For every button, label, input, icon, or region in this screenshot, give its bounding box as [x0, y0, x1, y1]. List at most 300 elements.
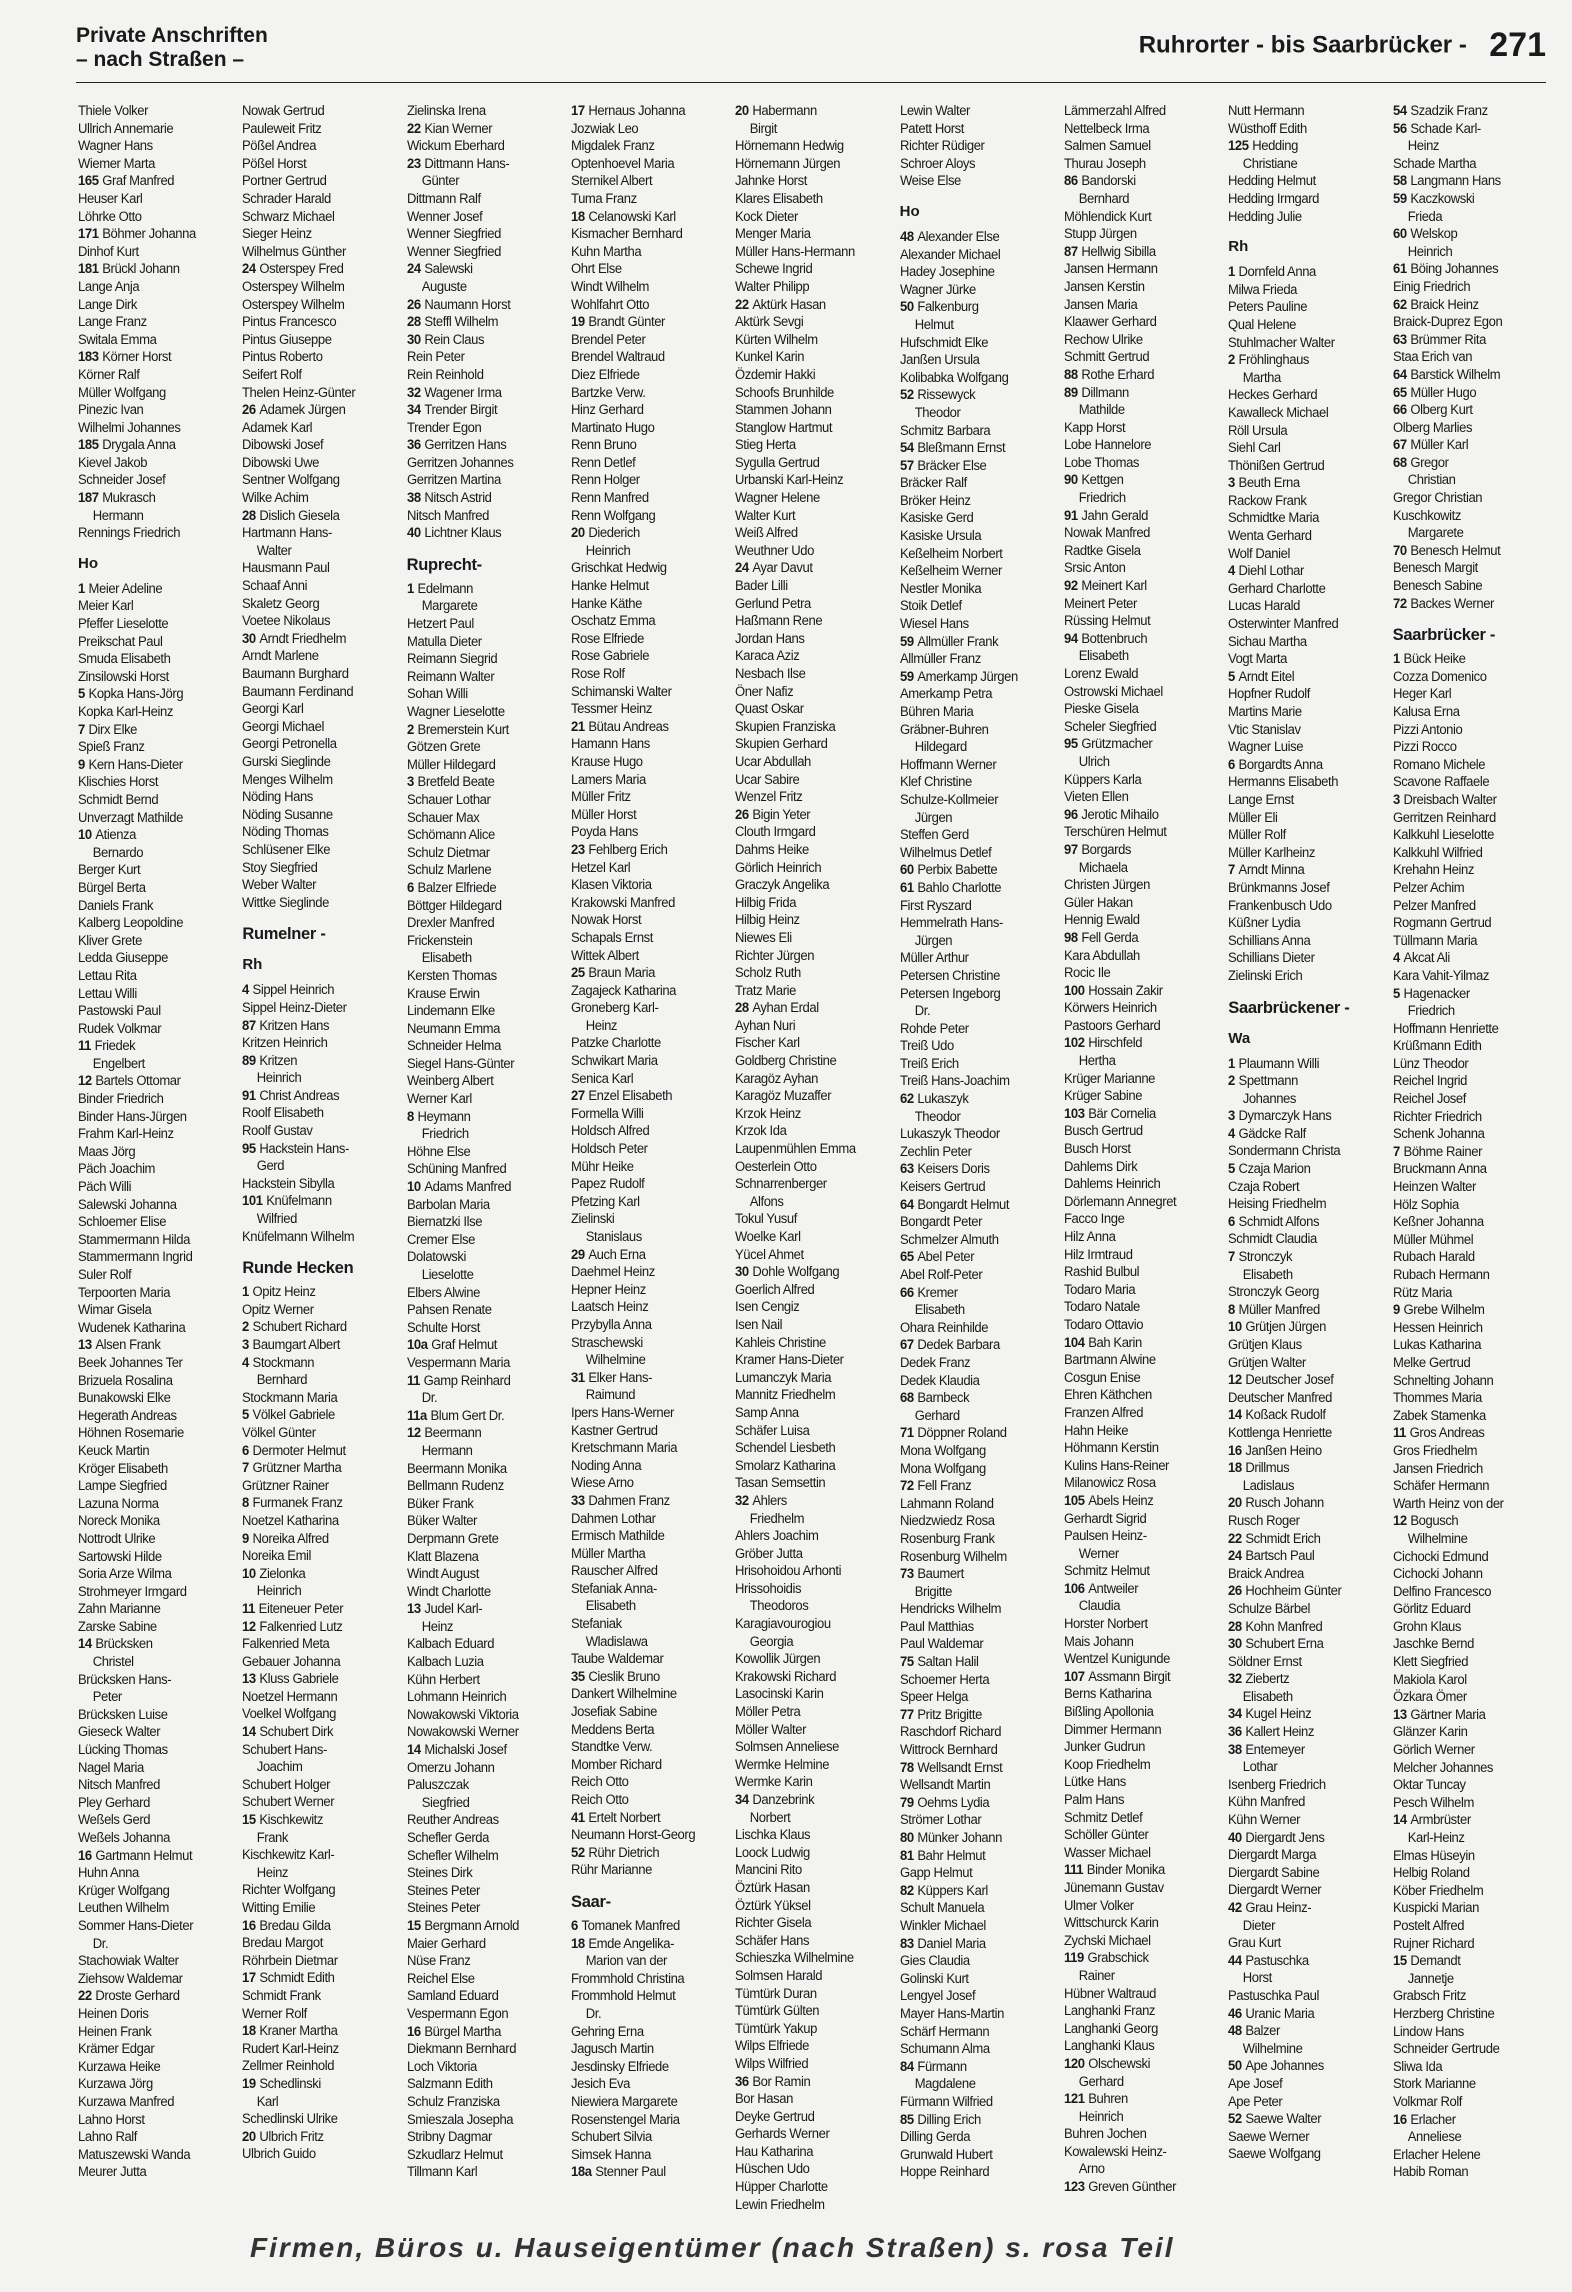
resident-name: Nowak Manfred	[1063, 525, 1151, 542]
page-number: 271	[1489, 26, 1546, 64]
house-number: 40	[406, 525, 421, 542]
resident-name: Klasen Viktoria	[570, 877, 652, 894]
directory-entry	[407, 1918, 550, 1936]
resident-name: Wilhelmine	[585, 1352, 646, 1369]
directory-entry	[735, 543, 878, 561]
resident-name: Schneider Helma	[406, 1038, 501, 1055]
resident-name: Binder Monika	[1086, 1862, 1165, 1879]
directory-entry	[1064, 1915, 1207, 1933]
resident-name: Braun Maria	[588, 965, 655, 982]
directory-entry	[571, 1282, 714, 1300]
directory-entry	[1064, 1440, 1207, 1458]
resident-name: Jerotic Mihailo	[1081, 806, 1159, 823]
entry-continuation	[571, 1634, 714, 1652]
directory-entry	[407, 968, 550, 986]
resident-name: Speer Helga	[899, 1689, 968, 1706]
directory-entry	[571, 1845, 714, 1863]
resident-name: Reimann Walter	[406, 668, 494, 685]
column-2	[242, 103, 397, 2183]
header-title-line2: – nach Straßen –	[76, 48, 245, 71]
directory-entry	[242, 2076, 385, 2094]
entry-continuation	[1064, 860, 1207, 878]
resident-name: Stammermann Hilda	[78, 1231, 190, 1248]
resident-name: Richter Gisela	[735, 1915, 812, 1932]
directory-entry	[735, 314, 878, 332]
resident-name: Ohrt Else	[570, 261, 622, 278]
house-number: 91	[1063, 507, 1078, 524]
resident-name: Hemmelrath Hans-	[899, 915, 1003, 932]
resident-name: Stoy Siegfried	[242, 859, 318, 876]
resident-name: Kluss Gabriele	[259, 1671, 339, 1688]
directory-entry	[1393, 2112, 1536, 2130]
street-range: Ruhrorter - bis Saarbrücker -	[1138, 31, 1467, 59]
directory-entry	[407, 1109, 550, 1127]
directory-entry	[78, 862, 221, 880]
directory-entry	[407, 2129, 550, 2147]
resident-name: Mona Wolfgang	[899, 1442, 986, 1459]
resident-name: Romano Michele	[1392, 756, 1485, 773]
directory-entry	[1064, 1475, 1207, 1493]
resident-name: Stronczyk	[1238, 1249, 1293, 1266]
resident-name: Kasiske Ursula	[899, 528, 981, 545]
directory-entry	[242, 508, 385, 526]
house-number: 2	[242, 1319, 250, 1336]
resident-name: Schimanski Walter	[570, 683, 672, 700]
resident-name: Lange Dirk	[78, 296, 137, 313]
directory-entry	[407, 1812, 550, 1830]
resident-name: Meier Karl	[78, 598, 134, 615]
resident-name: Elbers Alwine	[406, 1284, 480, 1301]
directory-entry	[900, 616, 1043, 634]
resident-name: Ullrich Annemarie	[78, 120, 174, 137]
resident-name: Binder Friedrich	[78, 1091, 164, 1108]
directory-entry	[571, 596, 714, 614]
resident-name: Langhanki Klaus	[1063, 2038, 1155, 2055]
resident-name: Wilhelmus Detlef	[899, 844, 991, 861]
resident-name: Kolibabka Wolfgang	[899, 369, 1009, 386]
house-number: 77	[899, 1706, 914, 1723]
directory-entry	[407, 1161, 550, 1179]
resident-name: Lewin Walter	[899, 103, 970, 119]
resident-name: Gehring Erna	[570, 2023, 644, 2040]
directory-entry	[1393, 226, 1536, 244]
directory-entry	[242, 860, 385, 878]
directory-entry	[1064, 385, 1207, 403]
resident-name: Nöding Susanne	[242, 806, 334, 823]
directory-entry	[407, 297, 550, 315]
resident-name: Schmidt Bernd	[78, 791, 159, 808]
resident-name: Schade Karl-	[1410, 120, 1481, 137]
directory-entry	[78, 880, 221, 898]
directory-entry	[1393, 402, 1536, 420]
directory-entry	[78, 226, 221, 244]
directory-entry	[900, 1073, 1043, 1091]
resident-name: Cozza Domenico	[1392, 668, 1487, 685]
resident-name: Friedrich	[421, 1126, 469, 1143]
directory-entry	[900, 1267, 1043, 1285]
resident-name: Kara Vahit-Yilmaz	[1392, 967, 1489, 984]
resident-name: Müller Arthur	[899, 950, 969, 967]
directory-entry	[1393, 1302, 1536, 1320]
resident-name: Beek Johannes Ter	[78, 1354, 183, 1371]
entry-continuation	[1064, 2161, 1207, 2179]
house-number: 87	[1063, 243, 1078, 260]
resident-name: Ulbrich Fritz	[259, 2128, 324, 2145]
resident-name: Beermann Monika	[406, 1460, 507, 1477]
resident-name: Richter Wolfgang	[242, 1882, 336, 1899]
directory-entry	[78, 1355, 221, 1373]
directory-entry	[242, 1513, 385, 1531]
directory-entry	[1393, 774, 1536, 792]
resident-name: Rubach Harald	[1392, 1249, 1475, 1266]
directory-entry	[900, 2094, 1043, 2112]
directory-entry	[407, 1056, 550, 1074]
directory-entry	[1228, 1830, 1371, 1848]
resident-name: Michalski Josef	[424, 1742, 507, 1759]
directory-entry	[1228, 2006, 1371, 2024]
resident-name: Sondermann Christa	[1228, 1143, 1341, 1160]
entry-continuation	[242, 1211, 385, 1229]
directory-entry	[407, 933, 550, 951]
resident-name: Frankenbusch Udo	[1228, 897, 1332, 914]
directory-entry	[78, 950, 221, 968]
resident-name: Smolarz Katharina	[735, 1457, 836, 1474]
resident-name: Müller Karlheinz	[1228, 844, 1316, 861]
directory-entry	[1228, 616, 1371, 634]
directory-entry	[735, 261, 878, 279]
house-number: 20	[1228, 1495, 1242, 1512]
resident-name: Stork Marianne	[1392, 2076, 1476, 2093]
resident-name: Baumgart Albert	[252, 1337, 341, 1353]
directory-entry	[1064, 912, 1207, 930]
directory-entry	[1393, 1672, 1536, 1690]
resident-name: Kurzawa Heike	[78, 2058, 161, 2075]
directory-entry	[78, 739, 221, 757]
house-number: 28	[242, 507, 257, 524]
house-number: 11a	[406, 1407, 427, 1424]
resident-name: Margarete	[1407, 525, 1464, 542]
directory-entry	[78, 1865, 221, 1883]
resident-name: Zielinski	[570, 1211, 615, 1228]
resident-name: Heuser Karl	[78, 190, 143, 207]
entry-continuation	[1393, 1003, 1536, 1021]
directory-entry	[78, 1390, 221, 1408]
street-heading: Saar-	[570, 1892, 611, 1911]
house-number: 85	[899, 2111, 914, 2128]
resident-name: Preikschat Paul	[78, 633, 163, 650]
directory-entry	[571, 1194, 714, 1212]
resident-name: Brendel Peter	[570, 331, 646, 348]
directory-entry	[900, 774, 1043, 792]
resident-name: Atienza	[95, 827, 137, 844]
directory-entry	[735, 2197, 878, 2215]
resident-name: Pfetzing Karl	[570, 1193, 640, 1210]
resident-name: Hagenacker	[1403, 985, 1470, 1002]
directory-entry	[1064, 1000, 1207, 1018]
resident-name: Facco Inge	[1063, 1211, 1125, 1228]
directory-entry	[735, 297, 878, 315]
directory-entry	[571, 1071, 714, 1089]
resident-name: Opitz Werner	[242, 1301, 315, 1318]
resident-name: Jahnke Horst	[735, 173, 808, 190]
resident-name: Gerhard Charlotte	[1228, 580, 1326, 597]
directory-entry	[1228, 563, 1371, 581]
directory-entry	[1393, 1812, 1536, 1830]
directory-entry	[1064, 983, 1207, 1001]
resident-name: Daniels Frank	[78, 897, 154, 914]
directory-entry	[571, 2059, 714, 2077]
resident-name: Dirx Elke	[88, 721, 138, 738]
street-heading: Runde Hecken	[242, 1259, 354, 1278]
resident-name: Arndt Eitel	[1238, 668, 1295, 685]
resident-name: Nesbach Ilse	[735, 666, 806, 682]
directory-entry	[735, 1616, 878, 1634]
resident-name: Müller Wolfgang	[78, 384, 166, 401]
resident-name: Entemeyer	[1245, 1741, 1306, 1758]
directory-entry	[571, 1862, 714, 1880]
resident-name: Klatt Blazena	[406, 1548, 479, 1565]
house-number: 9	[1392, 1302, 1400, 1319]
directory-entry	[78, 2164, 221, 2182]
directory-entry	[242, 1105, 385, 1123]
directory-entry	[1228, 1566, 1371, 1584]
directory-entry	[900, 845, 1043, 863]
directory-entry	[900, 1619, 1043, 1637]
resident-name: Pastuschka	[1245, 1952, 1310, 1969]
resident-name: Sentner Wolfgang	[242, 472, 340, 489]
directory-entry	[242, 420, 385, 438]
resident-name: Treiß Erich	[899, 1055, 959, 1072]
resident-name: Neumann Horst-Georg	[570, 1827, 696, 1844]
resident-name: Wenta Gerhard	[1228, 528, 1312, 545]
directory-entry	[1228, 1953, 1371, 1971]
directory-entry	[407, 1249, 550, 1267]
entry-continuation	[1064, 490, 1207, 508]
resident-name: Schillians Anna	[1228, 932, 1311, 949]
resident-name: Grabsch Fritz	[1392, 1988, 1466, 2005]
resident-name: Pelzer Achim	[1392, 879, 1464, 896]
resident-name: Voelkel Wolfgang	[242, 1706, 337, 1723]
resident-name: Brückl Johann	[102, 261, 180, 278]
directory-entry	[1228, 387, 1371, 405]
resident-name: Schärf Hermann	[899, 2023, 989, 2040]
resident-name: Paul Waldemar	[899, 1636, 984, 1653]
resident-name: Wüsthoff Edith	[1228, 120, 1308, 137]
resident-name: Hausmann Paul	[242, 560, 330, 577]
resident-name: Wilhelmine	[1243, 2040, 1303, 2057]
resident-name: Jünemann Gustav	[1063, 1879, 1164, 1896]
resident-name: Ayar Davut	[752, 560, 813, 577]
directory-entry	[78, 1285, 221, 1303]
resident-name: Müller Martha	[570, 1545, 646, 1562]
directory-entry	[571, 1918, 714, 1936]
directory-entry	[1064, 1986, 1207, 2004]
resident-name: Walter Philipp	[735, 278, 810, 295]
entry-continuation	[900, 810, 1043, 828]
directory-entry	[1393, 1988, 1536, 2006]
resident-name: Elisabeth	[914, 1302, 965, 1319]
resident-name: Schmidtke Maria	[1228, 510, 1320, 527]
directory-entry	[735, 279, 878, 297]
resident-name: Fell Franz	[917, 1478, 971, 1495]
resident-name: Dahms Heike	[735, 841, 810, 858]
resident-name: Heinen Frank	[78, 2023, 152, 2040]
directory-entry	[78, 1337, 221, 1355]
directory-entry	[735, 666, 878, 684]
directory-entry	[571, 2129, 714, 2147]
resident-name: Werner Rolf	[242, 2005, 308, 2022]
directory-entry	[900, 1636, 1043, 1654]
directory-entry	[407, 1900, 550, 1918]
directory-entry	[1393, 1197, 1536, 1215]
resident-name: Kulins Hans-Reiner	[1063, 1457, 1169, 1474]
resident-name: Matulla Dieter	[406, 633, 482, 650]
resident-name: Abels Heinz	[1088, 1492, 1154, 1509]
directory-entry	[1064, 332, 1207, 350]
directory-entry	[1393, 880, 1536, 898]
resident-name: Pastowski Paul	[78, 1003, 161, 1020]
directory-entry	[571, 1264, 714, 1282]
resident-name: Schulz Dietmar	[406, 844, 490, 861]
directory-entry	[242, 1619, 385, 1637]
resident-name: Terschüren Helmut	[1063, 824, 1167, 841]
resident-name: Sippel Heinz-Dieter	[242, 999, 347, 1016]
resident-name: Lange Anja	[78, 278, 140, 295]
resident-name: Heinz	[585, 1017, 618, 1034]
resident-name: Weise Else	[899, 173, 961, 190]
directory-entry	[1064, 1827, 1207, 1845]
resident-name: Kowalewski Heinz-	[1063, 2143, 1167, 2160]
resident-name: Melke Gertrud	[1392, 1354, 1470, 1371]
directory-entry	[407, 1988, 550, 2006]
directory-entry	[1393, 845, 1536, 863]
resident-name: Schmitt Gertrud	[1063, 349, 1150, 366]
resident-name: Sommer Hans-Dieter	[78, 1917, 194, 1934]
resident-name: Dahlems Heinrich	[1063, 1176, 1161, 1193]
street-heading: Saarbrücker -	[1392, 626, 1496, 645]
resident-name: Kopka Karl-Heinz	[78, 704, 173, 720]
house-number: 4	[242, 1354, 250, 1371]
directory-entry	[78, 1461, 221, 1479]
directory-entry	[571, 261, 714, 279]
directory-entry	[735, 824, 878, 842]
directory-entry	[407, 986, 550, 1004]
resident-name: Schmidt Edith	[259, 1970, 335, 1987]
resident-name: Adamek Karl	[242, 419, 313, 436]
directory-entry	[78, 1232, 221, 1250]
house-number: 26	[735, 806, 750, 823]
directory-entry	[571, 332, 714, 350]
entry-continuation	[1393, 138, 1536, 156]
resident-name: Saewe Werner	[1228, 2128, 1310, 2145]
entry-continuation	[407, 173, 550, 191]
directory-entry	[900, 722, 1043, 740]
directory-entry	[571, 191, 714, 209]
directory-entry	[407, 402, 550, 420]
resident-name: Staa Erich van	[1392, 349, 1472, 366]
house-number: 10	[406, 1179, 421, 1196]
house-number: 12	[242, 1618, 257, 1635]
entry-continuation	[1228, 156, 1371, 174]
resident-name: Steffen Gerd	[899, 827, 969, 844]
directory-entry	[407, 472, 550, 490]
directory-entry	[1393, 332, 1536, 350]
directory-entry	[78, 1953, 221, 1971]
directory-entry	[407, 774, 550, 792]
resident-name: Schrader Harald	[242, 190, 332, 207]
entry-continuation	[1064, 191, 1207, 209]
resident-name: Zielinski Erich	[1228, 967, 1303, 984]
directory-entry	[1228, 581, 1371, 599]
directory-entry	[735, 2109, 878, 2127]
resident-name: Zielonka	[259, 1565, 306, 1582]
directory-entry	[1393, 1109, 1536, 1127]
resident-name: Walter	[257, 542, 292, 559]
resident-name: Janßen Ursula	[899, 352, 980, 369]
directory-entry	[78, 634, 221, 652]
directory-entry	[1228, 862, 1371, 880]
entry-continuation	[900, 933, 1043, 951]
resident-name: Jansen Hermann	[1063, 261, 1158, 278]
directory-entry	[900, 968, 1043, 986]
resident-name: Körwers Heinrich	[1063, 1000, 1157, 1017]
directory-entry	[571, 1988, 714, 2006]
directory-entry	[78, 1144, 221, 1162]
directory-entry	[1393, 1496, 1536, 1514]
directory-entry	[735, 103, 878, 121]
resident-name: Saewe Wolfgang	[1228, 2146, 1321, 2163]
resident-name: Kaczkowski	[1410, 190, 1475, 207]
directory-entry	[242, 1284, 385, 1302]
directory-entry	[1228, 458, 1371, 476]
resident-name: Dornfeld Anna	[1238, 264, 1317, 281]
resident-name: Löhrke Otto	[78, 208, 142, 225]
directory-entry	[900, 1249, 1043, 1267]
resident-name: Frank	[257, 1829, 289, 1846]
directory-entry	[242, 1636, 385, 1654]
resident-name: Nitsch Astrid	[424, 490, 492, 507]
entry-continuation	[1393, 525, 1536, 543]
directory-entry	[1228, 1319, 1371, 1337]
resident-name: Holdsch Peter	[570, 1141, 648, 1158]
resident-name: Kühn Manfred	[1228, 1794, 1306, 1811]
resident-name: Rocic Ile	[1063, 965, 1111, 982]
resident-name: Dolatowski	[406, 1249, 466, 1266]
resident-name: Georgia	[750, 1633, 794, 1650]
directory-entry	[407, 138, 550, 156]
resident-name: Menger Maria	[735, 226, 811, 243]
resident-name: Kurzawa Manfred	[78, 2093, 175, 2110]
directory-entry	[900, 1232, 1043, 1250]
house-number: 48	[1228, 2023, 1242, 2040]
directory-entry	[571, 1335, 714, 1353]
directory-entry	[78, 1724, 221, 1742]
resident-name: Strömer Lothar	[899, 1812, 981, 1829]
house-number: 16	[406, 2023, 421, 2040]
directory-entry	[735, 156, 878, 174]
directory-entry	[1393, 455, 1536, 473]
directory-entry	[900, 247, 1043, 265]
directory-entry	[1228, 138, 1371, 156]
resident-name: Klaawer Gerhard	[1063, 314, 1157, 331]
directory-entry	[571, 983, 714, 1001]
resident-name: Frieda	[1407, 208, 1442, 225]
house-number: 17	[570, 103, 585, 119]
directory-entry	[735, 1475, 878, 1493]
directory-entry	[1393, 2076, 1536, 2094]
directory-entry	[1064, 1511, 1207, 1529]
house-number: 20	[735, 103, 750, 119]
